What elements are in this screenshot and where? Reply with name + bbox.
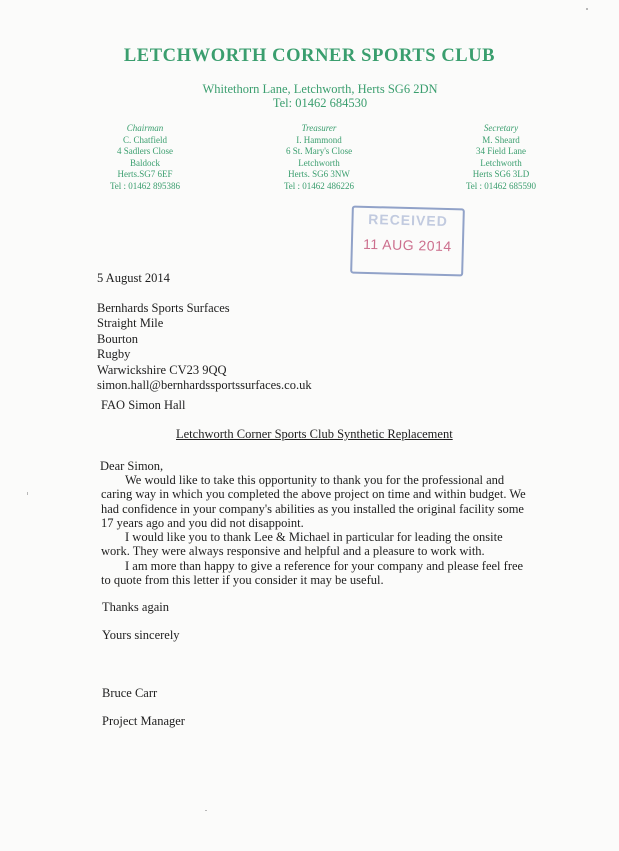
- stamp-date: 11 AUG 2014: [362, 235, 452, 255]
- officer-treasurer: [259, 123, 379, 193]
- officer-address-line: Letchworth: [480, 157, 522, 168]
- officer-secretary: [441, 123, 561, 193]
- recipient-line: Bernhards Sports Surfaces: [97, 301, 230, 315]
- scan-speck: [586, 8, 588, 10]
- officer-address-line: 4 Sadlers Close: [117, 146, 173, 157]
- letter-date: 5 August 2014: [97, 271, 170, 285]
- officer-address-line: Letchworth: [298, 157, 340, 168]
- recipient-line: Warwickshire CV23 9QQ: [97, 362, 227, 377]
- officer-address-line: Herts SG6 3LD: [472, 169, 530, 180]
- officer-address-line: 6 St. Mary's Close: [285, 146, 353, 157]
- recipient-line: Rugby: [97, 347, 131, 362]
- body-paragraph: I would like you to thank Lee & Michael in particular for leading the onsite work. They were always responsive and helpful and a pleasure to work with.: [101, 530, 503, 559]
- officer-phone: Tel : 01462 895386: [109, 180, 181, 191]
- officer-name: I. Hammond: [296, 134, 342, 145]
- officer-address-line: Baldock: [130, 157, 160, 168]
- officer-phone: Tel : 01462 486226: [283, 180, 355, 191]
- recipient-address: [97, 301, 312, 393]
- sign-off: Yours sincerely: [102, 628, 180, 642]
- recipient-line: Bourton: [97, 331, 138, 346]
- club-address-block: [120, 82, 520, 110]
- officer-address-line: 34 Field Lane: [476, 146, 526, 157]
- scan-speck: [205, 810, 207, 811]
- received-stamp: [350, 206, 465, 277]
- officer-role: Treasurer: [301, 123, 337, 133]
- officer-role: Secretary: [483, 123, 519, 133]
- recipient-line: Straight Mile: [97, 316, 164, 331]
- letter-body: [101, 473, 531, 587]
- letter-subject: Letchworth Corner Sports Club Synthetic Replacement: [176, 427, 453, 441]
- recipient-email: simon.hall@bernhardssportssurfaces.co.uk: [97, 378, 312, 393]
- officer-address-line: Herts. SG6 3NW: [288, 169, 350, 180]
- signatory-title: Project Manager: [102, 714, 185, 728]
- officer-name: C. Chatfield: [123, 134, 167, 145]
- body-paragraph: We would like to take this opportunity to thank you for the professional and caring way in which you completed the above project on time and within budget. We had confidence in your company's abilities as you installed the original facility some 17 years ago and you did not disappoint.: [101, 473, 526, 530]
- stamp-word: RECEIVED: [368, 210, 449, 230]
- signatory-name: Bruce Carr: [102, 686, 158, 700]
- club-phone: Tel: 01462 684530: [272, 96, 368, 110]
- club-name: LETCHWORTH CORNER SPORTS CLUB: [123, 46, 496, 66]
- club-address: Whitethorn Lane, Letchworth, Herts SG6 2DN: [202, 82, 438, 96]
- thanks-line: Thanks again: [102, 600, 169, 614]
- officer-phone: Tel : 01462 685590: [465, 180, 537, 191]
- officer-name: M. Sheard: [482, 134, 520, 145]
- officer-role: Chairman: [126, 123, 164, 133]
- salutation: Dear Simon,: [100, 459, 164, 473]
- scan-speck: [27, 492, 28, 495]
- officer-address-line: Herts.SG7 6EF: [117, 169, 173, 180]
- body-paragraph: I am more than happy to give a reference for your company and please feel free to quote from this letter if you consider it may be useful.: [101, 558, 524, 588]
- for-attention-of: FAO Simon Hall: [101, 398, 186, 412]
- officer-chairman: [85, 123, 205, 193]
